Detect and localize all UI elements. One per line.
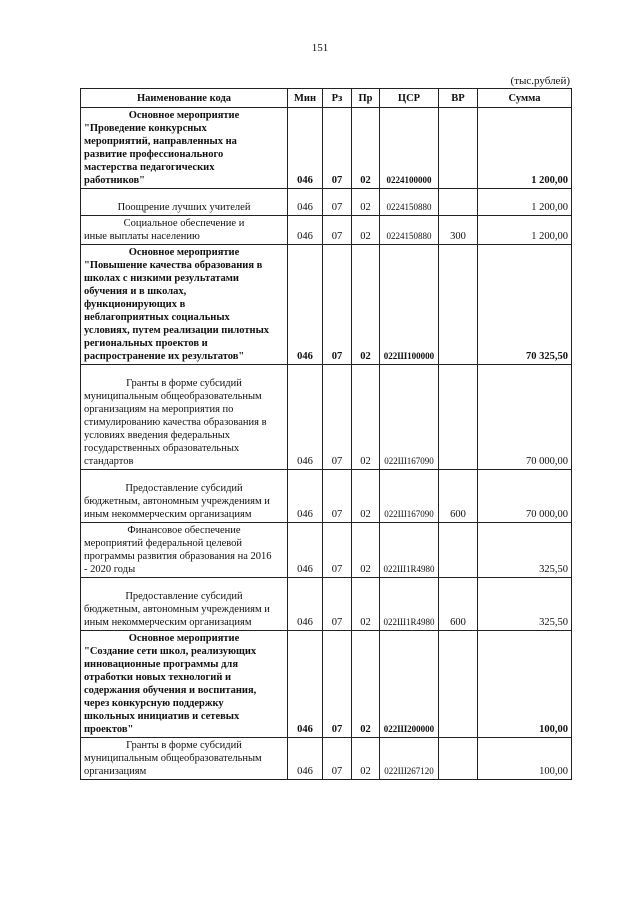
row-name-cell: [81, 578, 288, 631]
row-csr-cell: 022Ш267120: [380, 738, 439, 780]
row-name-line: бюджетным, автономным учреждениям и: [84, 496, 270, 507]
row-name-line: Основное мероприятие: [128, 633, 240, 644]
row-pr-cell: 02: [352, 216, 380, 245]
row-csr-cell: 022Ш167090: [380, 365, 439, 470]
table-row: [81, 738, 572, 780]
row-name-line: условиях, путем реализации пилотных: [84, 325, 270, 336]
row-rz-cell: 07: [323, 365, 352, 470]
row-name-line: распространение их результатов": [84, 351, 245, 362]
row-vr-cell: [439, 523, 478, 578]
row-name-line: условиях введения федеральных: [84, 430, 231, 441]
row-name-line: через конкурсную поддержку: [84, 698, 224, 709]
row-csr-cell: 022Ш200000: [380, 631, 439, 738]
row-name-line: государственных образовательных: [84, 443, 240, 454]
row-rz-cell: 07: [323, 245, 352, 365]
row-min-cell: 046: [288, 631, 323, 738]
row-vr-cell: [439, 108, 478, 189]
table-row: [81, 245, 572, 365]
row-pr-cell: 02: [352, 470, 380, 523]
row-name-line: иным некоммерческим организациям: [84, 509, 252, 520]
row-rz-cell: 07: [323, 189, 352, 216]
row-rz-cell: 07: [323, 631, 352, 738]
row-pr-cell: 02: [352, 108, 380, 189]
table-row: [81, 578, 572, 631]
row-name-line: муниципальным общеобразовательным: [84, 391, 262, 402]
row-sum-cell: 70 000,00: [478, 365, 572, 470]
row-min-cell: 046: [288, 108, 323, 189]
row-csr-cell: 0224150880: [380, 189, 439, 216]
row-min-cell: 046: [288, 216, 323, 245]
table-row: [81, 216, 572, 245]
row-name-line: работников": [84, 175, 145, 186]
row-sum-cell: 1 200,00: [478, 108, 572, 189]
row-vr-cell: 600: [439, 470, 478, 523]
budget-table: [80, 88, 572, 780]
row-name-line: "Повышение качества образования в: [84, 260, 263, 271]
row-sum-cell: 100,00: [478, 631, 572, 738]
row-sum-cell: 1 200,00: [478, 216, 572, 245]
row-name-line: "Проведение конкурсных: [84, 123, 207, 134]
row-name-cell: [81, 245, 288, 365]
row-vr-cell: 600: [439, 578, 478, 631]
row-name-cell: [81, 738, 288, 780]
table-row: [81, 189, 572, 216]
row-name-line: стимулированию качества образования в: [84, 417, 267, 428]
row-name-line: инновационные программы для: [84, 659, 238, 670]
row-name-line: иным некоммерческим организациям: [84, 617, 252, 628]
row-name-line: неблагоприятных социальных: [84, 312, 230, 323]
header-min: Мин: [288, 89, 323, 108]
row-name-line: мероприятий федеральной целевой: [84, 538, 242, 549]
row-name-cell: [81, 365, 288, 470]
row-name-line: школьных инициатив и сетевых: [84, 711, 240, 722]
row-vr-cell: 300: [439, 216, 478, 245]
row-csr-cell: 022Ш100000: [380, 245, 439, 365]
table-row: [81, 523, 572, 578]
row-name-cell: [81, 108, 288, 189]
header-csr: ЦСР: [380, 89, 439, 108]
row-name-line: мероприятий, направленных на: [84, 136, 237, 147]
table-row: [81, 365, 572, 470]
row-rz-cell: 07: [323, 523, 352, 578]
row-vr-cell: [439, 631, 478, 738]
row-name-line: мастерства педагогических: [84, 162, 215, 173]
header-vr: ВР: [439, 89, 478, 108]
row-min-cell: 046: [288, 189, 323, 216]
header-sum: Сумма: [478, 89, 572, 108]
table-row: [81, 470, 572, 523]
row-sum-cell: 100,00: [478, 738, 572, 780]
header-pr: Пр: [352, 89, 380, 108]
row-min-cell: 046: [288, 738, 323, 780]
row-name-line: Поощрение лучших учителей: [117, 202, 251, 213]
row-pr-cell: 02: [352, 365, 380, 470]
row-pr-cell: 02: [352, 738, 380, 780]
header-rz: Рз: [323, 89, 352, 108]
row-sum-cell: 70 325,50: [478, 245, 572, 365]
row-vr-cell: [439, 365, 478, 470]
row-name-cell: [81, 189, 288, 216]
row-name-line: Гранты в форме субсидий: [126, 378, 242, 389]
row-name-line: иные выплаты населению: [84, 231, 200, 242]
row-name-line: стандартов: [84, 456, 134, 467]
table-row: [81, 108, 572, 189]
row-name-line: содержания обучения и воспитания,: [84, 685, 257, 696]
row-csr-cell: 0224100000: [380, 108, 439, 189]
row-pr-cell: 02: [352, 523, 380, 578]
row-min-cell: 046: [288, 578, 323, 631]
row-name-line: обучения и в школах,: [84, 286, 187, 297]
row-name-line: Предоставление субсидий: [125, 591, 243, 602]
row-name-line: Основное мероприятие: [128, 110, 240, 121]
row-rz-cell: 07: [323, 738, 352, 780]
row-vr-cell: [439, 245, 478, 365]
units-label: (тыс.рублей): [510, 75, 570, 87]
row-name-line: организациям на мероприятия по: [84, 404, 234, 415]
row-rz-cell: 07: [323, 578, 352, 631]
row-min-cell: 046: [288, 245, 323, 365]
row-min-cell: 046: [288, 470, 323, 523]
row-csr-cell: 022Ш1R4980: [380, 523, 439, 578]
row-vr-cell: [439, 738, 478, 780]
row-name-line: развитие профессионального: [84, 149, 224, 160]
row-name-line: Финансовое обеспечение: [127, 525, 241, 536]
row-rz-cell: 07: [323, 470, 352, 523]
row-rz-cell: 07: [323, 216, 352, 245]
table-header-row: [81, 89, 572, 108]
row-name-line: отработки новых технологий и: [84, 672, 232, 683]
row-sum-cell: 70 000,00: [478, 470, 572, 523]
row-name-line: функционирующих в: [84, 299, 186, 310]
row-name-line: школах с низкими результатами: [84, 273, 239, 284]
row-pr-cell: 02: [352, 189, 380, 216]
row-name-line: проектов": [84, 724, 134, 735]
table-body: [81, 108, 572, 780]
row-name-line: - 2020 годы: [84, 564, 136, 575]
table-row: [81, 631, 572, 738]
row-rz-cell: 07: [323, 108, 352, 189]
row-sum-cell: 325,50: [478, 578, 572, 631]
row-pr-cell: 02: [352, 245, 380, 365]
row-name-line: муниципальным общеобразовательным: [84, 753, 262, 764]
row-csr-cell: 022Ш167090: [380, 470, 439, 523]
row-csr-cell: 0224150880: [380, 216, 439, 245]
row-pr-cell: 02: [352, 631, 380, 738]
row-min-cell: 046: [288, 523, 323, 578]
row-name-line: организациям: [84, 766, 147, 777]
header-name: Наименование кода: [81, 89, 288, 108]
row-name-cell: [81, 523, 288, 578]
row-name-line: Основное мероприятие: [128, 247, 240, 258]
row-vr-cell: [439, 189, 478, 216]
row-name-line: Социальное обеспечение и: [123, 218, 245, 229]
row-name-cell: [81, 631, 288, 738]
row-name-line: бюджетным, автономным учреждениям и: [84, 604, 270, 615]
row-sum-cell: 1 200,00: [478, 189, 572, 216]
row-name-line: программы развития образования на 2016: [84, 551, 272, 562]
row-pr-cell: 02: [352, 578, 380, 631]
row-sum-cell: 325,50: [478, 523, 572, 578]
row-name-cell: [81, 470, 288, 523]
row-name-line: Предоставление субсидий: [125, 483, 243, 494]
row-name-line: региональных проектов и: [84, 338, 208, 349]
row-csr-cell: 022Ш1R4980: [380, 578, 439, 631]
row-name-line: Гранты в форме субсидий: [126, 740, 242, 751]
row-min-cell: 046: [288, 365, 323, 470]
row-name-line: "Создание сети школ, реализующих: [84, 646, 257, 657]
page-number: 151: [311, 42, 329, 54]
row-name-cell: [81, 216, 288, 245]
